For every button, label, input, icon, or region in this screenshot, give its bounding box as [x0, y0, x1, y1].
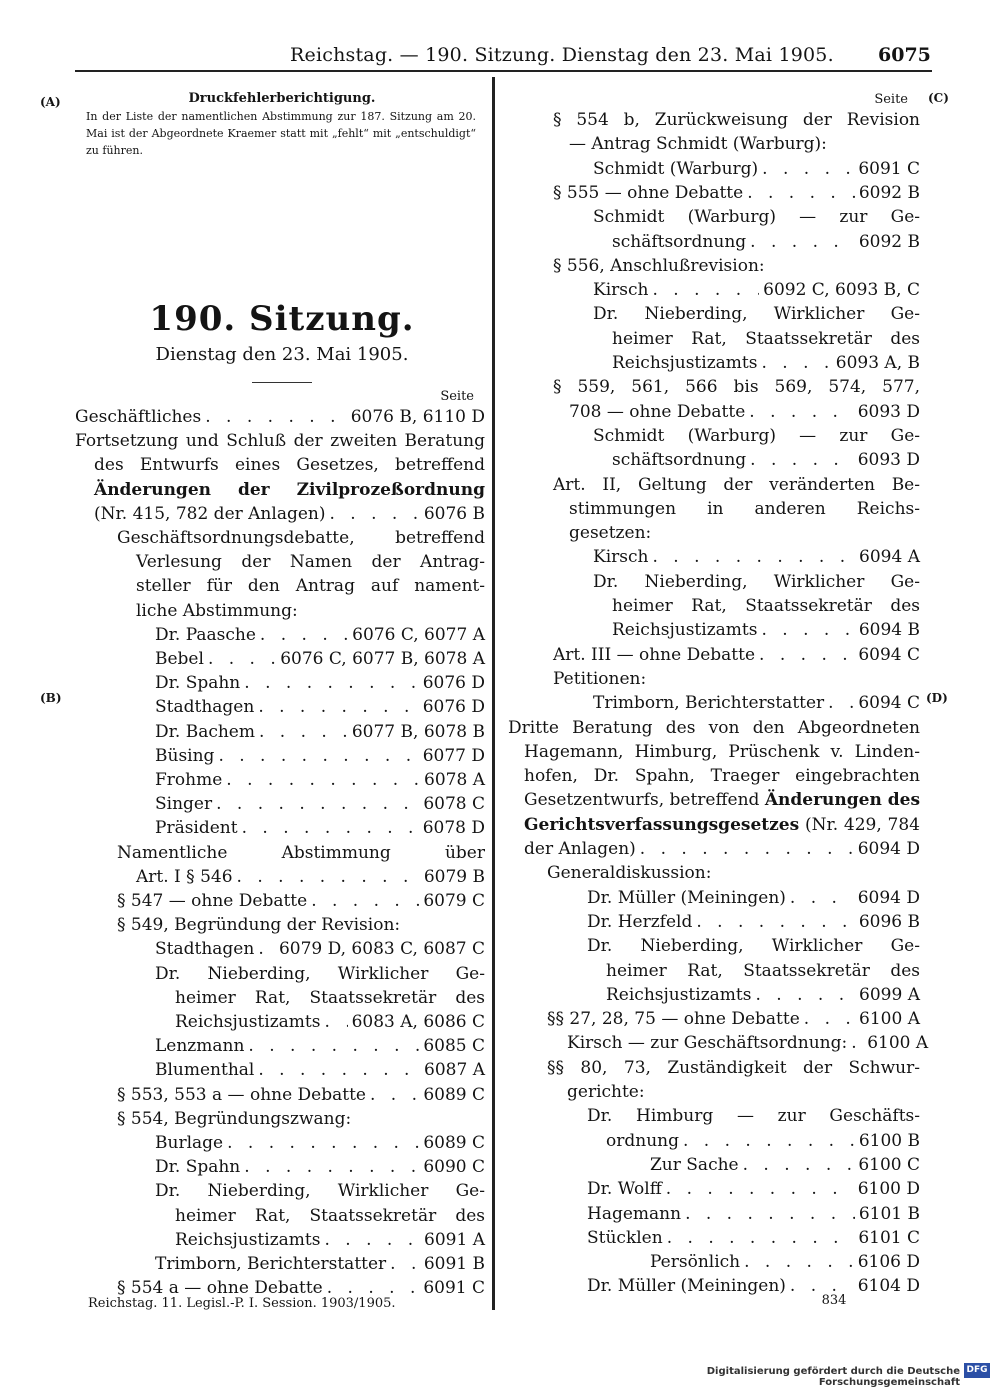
left-index-entry-text: Stadthagen: [155, 939, 255, 960]
left-page-reference: 6090 C: [423, 1157, 485, 1178]
left-page-reference: 6091 C: [423, 1278, 485, 1299]
right-index-entry-text: Kirsch: [593, 547, 649, 568]
right-index-line: [553, 108, 920, 132]
right-dot-leader: [761, 351, 831, 375]
right-page-reference: 6104 D: [857, 1276, 920, 1297]
right-dot-leader: [685, 1202, 855, 1226]
right-page-reference: 6092 C, 6093 B, C: [763, 280, 920, 301]
right-index-entry-text: schäftsordnung: [612, 450, 747, 471]
right-dot-leader: [761, 618, 854, 642]
digitization-note: Digitalisierung gefördert durch die Deutsche Forschungsgemeinschaft: [706, 1366, 960, 1388]
footer-legislature: Reichstag. 11. Legisl.-P. I. Session. 1903/1905.: [88, 1296, 396, 1311]
right-index-line: [612, 230, 920, 254]
footer-sheet-number: 834: [821, 1293, 847, 1308]
left-index-line: [155, 1034, 485, 1058]
left-index-line: [155, 623, 485, 647]
left-index-entry-text: Geschäftliches: [75, 407, 202, 427]
right-index-line: [569, 132, 920, 156]
left-dot-leader: [244, 1155, 419, 1179]
left-page-reference: 6076 C, 6077 A: [352, 624, 485, 645]
right-index-entry-text: Generaldiskussion:: [547, 863, 712, 884]
right-index-line: [587, 1274, 920, 1298]
session-divider: [252, 382, 312, 383]
left-index-entry-text: Reichsjustizamts: [175, 1229, 321, 1250]
right-index-line: [587, 1226, 920, 1250]
left-page-reference: 6078 D: [422, 818, 485, 839]
left-index-entry-text: Dr. Nieberding, Wirklicher Ge-: [155, 1181, 485, 1202]
left-index-line: [117, 1083, 485, 1107]
right-page-reference: 6100 A: [859, 1009, 920, 1030]
left-index-line: [155, 647, 485, 671]
bold-subject-phrase: Gerichtsverfassungsgesetzes: [524, 814, 800, 835]
left-index-entry-text: Büsing: [155, 745, 215, 766]
right-dot-leader: [749, 400, 853, 424]
right-index-entry-text: Art. III — ohne Debatte: [553, 644, 756, 665]
right-index-line: [587, 886, 920, 910]
left-index-line: [94, 502, 485, 526]
right-index-entry-text: Petitionen:: [553, 668, 647, 689]
left-index-entry-text: Blumenthal: [155, 1060, 255, 1081]
left-page-reference: 6079 B: [423, 866, 485, 887]
left-index-line: [155, 816, 485, 840]
right-index-entry-text: heimer Rat, Staatssekretär des: [606, 960, 920, 981]
right-index-line: [593, 570, 920, 594]
left-index-line: [75, 405, 485, 429]
right-index-line: [587, 1177, 920, 1201]
right-index-entry-text: § 556, Anschlußrevision:: [553, 255, 765, 276]
right-index-line: [593, 205, 920, 229]
left-dot-leader: [216, 792, 419, 816]
left-index-line: [155, 1058, 485, 1082]
left-index-entry-text: Frohme: [155, 770, 223, 790]
right-index-entry-text: ordnung: [606, 1130, 679, 1151]
erratum-body: In der Liste der namentlichen Abstimmung zur 187. Sitzung am 20. Mai ist der Abgeordnete Kraemer statt mit „fehlt“ mit „entschuldigt“ zu führen.: [86, 110, 476, 157]
left-index-entry-text: Dr. Nieberding, Wirklicher Ge-: [155, 963, 485, 984]
right-index-line: [524, 764, 920, 788]
right-index-entry-text: Dr. Müller (Meiningen): [587, 887, 786, 908]
right-index-entry-text: Gesetzentwurfs, betreffend Änderungen des: [524, 790, 921, 811]
right-index-entry-text: §§ 80, 73, Zuständigkeit der Schwur-: [547, 1057, 920, 1078]
left-dot-leader: [258, 695, 418, 719]
left-index-entry-text: Stadthagen: [155, 697, 255, 718]
right-page-reference: 6101 B: [858, 1203, 920, 1224]
right-page-reference: 6093 A, B: [835, 353, 920, 373]
left-index-line: [75, 429, 485, 453]
left-dot-leader: [258, 937, 275, 961]
right-page-reference: 6094 A: [859, 547, 920, 568]
right-dot-leader: [640, 837, 854, 861]
seite-label-right: Seite: [874, 92, 908, 107]
left-index-entry-text: des Entwurfs eines Gesetzes, betreffend: [94, 455, 485, 476]
left-index-line: [175, 986, 485, 1010]
right-index-line: [587, 1104, 920, 1128]
right-index-line: [508, 716, 920, 740]
left-index-line: [117, 526, 485, 550]
left-page-reference: 6085 C: [423, 1036, 485, 1057]
left-index-entry-text: Namentliche Abstimmung über: [117, 842, 485, 863]
right-index-line: [612, 618, 920, 642]
left-index-entry-text: Singer: [155, 794, 213, 815]
left-index-entry-text: Dr. Spahn: [155, 1157, 241, 1178]
right-index-line: [593, 302, 920, 326]
right-page-reference: 6094 D: [857, 839, 920, 859]
left-dot-leader: [258, 1058, 420, 1082]
margin-marker-a: (A): [40, 95, 61, 109]
right-index-entry-text: gerichte:: [567, 1082, 645, 1102]
session-date: Dienstag den 23. Mai 1905.: [155, 344, 409, 365]
right-page-reference: 6094 D: [857, 887, 920, 908]
right-dot-leader: [851, 1031, 863, 1055]
left-index-line: [94, 478, 485, 502]
right-dot-leader: [750, 230, 855, 254]
right-dot-leader: [744, 1250, 854, 1274]
right-page-reference: 6092 B: [858, 231, 920, 252]
left-index-entry-text: Reichsjustizamts: [175, 1012, 321, 1032]
left-index-entry-text: § 549, Begründung der Revision:: [117, 915, 401, 936]
left-page-reference: 6083 A, 6086 C: [351, 1012, 485, 1032]
left-index-entry-text: Trimborn, Berichterstatter: [155, 1254, 387, 1274]
right-index-entry-text: Kirsch — zur Geschäftsordnung:: [567, 1033, 848, 1054]
left-index-line: [155, 1155, 485, 1179]
right-index-line: [569, 400, 920, 424]
right-page-reference: 6100 D: [857, 1179, 920, 1200]
right-page-reference: 6093 D: [857, 401, 920, 422]
right-page-reference: 6100 B: [858, 1130, 920, 1151]
right-dot-leader: [652, 545, 855, 569]
right-index-entry-text: Art. II, Geltung der veränderten Be-: [553, 474, 920, 495]
left-index-line: [117, 1107, 485, 1131]
right-index-entry-text: — Antrag Schmidt (Warburg):: [569, 134, 827, 155]
erratum-title: Druckfehlerberichtigung.: [188, 91, 376, 106]
left-index-entry-text: Änderungen der Zivilprozeßordnung: [94, 479, 485, 500]
left-index-entry-text: Dr. Paasche: [155, 624, 256, 645]
right-index-line: [650, 1250, 920, 1274]
left-index-entry-text: Lenzmann: [155, 1036, 245, 1057]
right-index-entry-text: Dr. Herzfeld: [587, 911, 693, 932]
right-dot-leader: [747, 181, 855, 205]
right-index-entry-text: schäftsordnung: [612, 231, 747, 252]
left-page-reference: 6076 C, 6077 B, 6078 A: [280, 649, 485, 669]
left-page-reference: 6076 D: [422, 697, 485, 718]
right-index-entry-text: Hagemann: [587, 1203, 682, 1224]
right-index-entry-text: Dritte Beratung des von den Abgeordneten: [508, 717, 920, 738]
right-dot-leader: [666, 1177, 854, 1201]
right-index-line: [593, 691, 920, 715]
right-index-entry-text: hofen, Dr. Spahn, Traeger eingebrachten: [524, 766, 920, 787]
left-dot-leader: [324, 1228, 420, 1252]
right-index-entry-text: Reichsjustizamts: [606, 984, 752, 1005]
left-index-line: [117, 841, 485, 865]
left-dot-leader: [311, 889, 419, 913]
right-page-reference: 6093 D: [857, 450, 920, 471]
left-dot-leader: [205, 405, 347, 429]
left-index-entry-text: § 554 a — ohne Debatte: [117, 1278, 323, 1299]
left-dot-leader: [259, 720, 348, 744]
right-dot-leader: [828, 691, 854, 715]
right-dot-leader: [790, 886, 854, 910]
right-page-reference: 6101 C: [858, 1227, 920, 1248]
left-index-line: [155, 671, 485, 695]
left-index-line: [117, 889, 485, 913]
dfg-logo-icon: DFG: [964, 1363, 990, 1378]
left-dot-leader: [226, 768, 420, 792]
running-title: Reichstag. — 190. Sitzung. Dienstag den 23. Mai 1905.: [290, 44, 834, 66]
right-index-line: [547, 861, 920, 885]
left-page-reference: 6078 A: [424, 770, 485, 790]
right-dot-leader: [755, 983, 855, 1007]
right-index-line: [553, 667, 920, 691]
left-index-line: [136, 574, 485, 598]
right-index-line: [567, 1080, 920, 1104]
seite-label-left: Seite: [440, 389, 474, 404]
left-index-line: [155, 695, 485, 719]
left-index-line: [136, 550, 485, 574]
right-index-entry-text: Dr. Himburg — zur Geschäfts-: [587, 1106, 920, 1127]
right-index-entry-text: gesetzen:: [569, 523, 652, 544]
right-dot-leader: [759, 643, 854, 667]
right-index-entry-text: § 559, 561, 566 bis 569, 574, 577,: [553, 377, 920, 398]
left-index-entry-text: liche Abstimmung:: [136, 600, 298, 621]
left-page-reference: 6091 B: [423, 1254, 485, 1274]
right-dot-leader: [683, 1129, 855, 1153]
left-index-entry-text: Burlage: [155, 1133, 224, 1153]
right-index-entry-text: Schmidt (Warburg): [593, 158, 759, 179]
left-index-line: [155, 962, 485, 986]
left-index-line: [155, 1252, 485, 1276]
left-index-line: [155, 792, 485, 816]
right-index-line: [524, 740, 920, 764]
right-index-line: [593, 278, 920, 302]
right-dot-leader: [762, 157, 854, 181]
right-index-entry-text: stimmungen in anderen Reichs-: [569, 498, 920, 519]
right-index-entry-text: Dr. Nieberding, Wirklicher Ge-: [593, 304, 920, 325]
left-index-line: [117, 913, 485, 937]
left-index-line: [175, 1010, 485, 1034]
right-index-line: [612, 327, 920, 351]
right-index-line: [567, 1031, 929, 1055]
right-index-entry-text: Kirsch: [593, 280, 649, 301]
right-index-entry-text: Dr. Müller (Meiningen): [587, 1276, 786, 1297]
left-index-entry-text: heimer Rat, Staatssekretär des: [175, 1205, 485, 1226]
right-index-line: [524, 813, 920, 837]
left-index-line: [155, 1131, 485, 1155]
left-index-line: [155, 937, 485, 961]
left-dot-leader: [248, 1034, 419, 1058]
right-index-entry-text: Dr. Wolff: [587, 1179, 662, 1200]
right-page-reference: 6091 C: [858, 158, 920, 179]
right-index-line: [569, 497, 920, 521]
right-index-line: [587, 934, 920, 958]
right-index-line: [553, 375, 920, 399]
right-index-line: [606, 1129, 920, 1153]
left-index-line: [155, 768, 485, 792]
left-index-entry-text: Art. I § 546: [136, 866, 233, 887]
column-rule: [492, 77, 495, 1310]
left-index-line: [155, 744, 485, 768]
right-index-line: [524, 788, 920, 812]
left-dot-leader: [237, 865, 420, 889]
right-index-entry-text: Stücklen: [587, 1227, 663, 1248]
right-index-entry-text: Hagemann, Himburg, Prüschenk v. Linden-: [524, 741, 920, 762]
left-dot-leader: [242, 816, 419, 840]
left-page-reference: 6091 A: [424, 1229, 485, 1250]
right-page-reference: 6100 A: [867, 1033, 929, 1054]
left-dot-leader: [244, 671, 418, 695]
right-index-line: [593, 157, 920, 181]
left-page-reference: 6076 B, 6110 D: [350, 407, 485, 427]
right-dot-leader: [667, 1226, 855, 1250]
left-index-entry-text: steller für den Antrag auf nament-: [136, 576, 485, 597]
right-index-entry-text: § 555 — ohne Debatte: [553, 182, 744, 203]
margin-marker-b: (B): [40, 691, 62, 705]
right-page-reference: 6099 A: [859, 984, 920, 1005]
bold-subject-phrase: Änderungen des: [764, 790, 921, 811]
session-title: 190. Sitzung.: [149, 299, 415, 339]
right-index-entry-text: Reichsjustizamts: [612, 620, 758, 641]
left-index-line: [136, 865, 485, 889]
right-index-entry-text: Schmidt (Warburg) — zur Ge-: [593, 207, 920, 228]
left-index-entry-text: Präsident: [155, 818, 238, 839]
left-page-reference: 6087 A: [424, 1060, 485, 1081]
left-index-line: [155, 720, 485, 744]
right-index-entry-text: Trimborn, Berichterstatter: [593, 693, 825, 714]
left-dot-leader: [370, 1083, 419, 1107]
left-dot-leader: [390, 1252, 420, 1276]
left-index-entry-text: Verlesung der Namen der Antrag-: [136, 552, 485, 573]
left-page-reference: 6078 C: [423, 794, 485, 815]
right-index-entry-text: Schmidt (Warburg) — zur Ge-: [593, 425, 920, 446]
left-dot-leader: [227, 1131, 419, 1155]
right-index-entry-text: heimer Rat, Staatssekretär des: [612, 328, 920, 349]
page-number: 6075: [878, 44, 931, 66]
left-index-entry-text: Dr. Bachem: [155, 721, 255, 742]
right-index-line: [650, 1153, 920, 1177]
right-index-line: [606, 983, 920, 1007]
right-index-line: [553, 254, 920, 278]
right-index-entry-text: §§ 27, 28, 75 — ohne Debatte: [547, 1009, 800, 1030]
right-dot-leader: [696, 910, 854, 934]
right-dot-leader: [743, 1153, 855, 1177]
left-index-line: [136, 599, 485, 623]
right-index-line: [606, 959, 920, 983]
right-page-reference: 6092 B: [858, 182, 920, 203]
right-index-entry-text: Dr. Nieberding, Wirklicher Ge-: [587, 936, 920, 957]
right-index-line: [593, 545, 920, 569]
right-index-line: [593, 424, 920, 448]
right-index-line: [547, 1056, 920, 1080]
right-page-reference: 6106 D: [857, 1252, 920, 1273]
header-rule: [75, 70, 932, 72]
right-index-line: [612, 594, 920, 618]
right-dot-leader: [804, 1007, 855, 1031]
right-index-line: [547, 1007, 920, 1031]
left-dot-leader: [208, 647, 276, 671]
right-index-entry-text: Persönlich: [650, 1252, 741, 1273]
right-index-line: [553, 473, 920, 497]
margin-marker-c: (C): [928, 91, 949, 105]
left-index-entry-text: Bebel: [155, 649, 204, 669]
right-index-entry-text: Gerichtsverfassungsgesetzes (Nr. 429, 784: [524, 814, 920, 835]
left-index-entry-text: § 554, Begründungszwang:: [117, 1108, 352, 1129]
left-dot-leader: [324, 1010, 347, 1034]
left-dot-leader: [218, 744, 418, 768]
right-index-line: [587, 1202, 920, 1226]
right-index-entry-text: 708 — ohne Debatte: [569, 401, 746, 422]
right-index-entry-text: Dr. Nieberding, Wirklicher Ge-: [593, 571, 920, 592]
left-index-entry-text: Dr. Spahn: [155, 673, 241, 694]
left-page-reference: 6089 C: [423, 1133, 485, 1153]
left-dot-leader: [260, 623, 348, 647]
margin-marker-d: (D): [926, 691, 948, 705]
right-index-line: [553, 181, 920, 205]
right-index-entry-text: der Anlagen): [524, 839, 636, 859]
left-page-reference: 6076 D: [422, 673, 485, 694]
right-index-line: [587, 910, 920, 934]
left-index-entry-text: § 553, 553 a — ohne Debatte: [117, 1084, 366, 1105]
left-page-reference: 6079 D, 6083 C, 6087 C: [278, 939, 485, 960]
right-index-line: [612, 448, 920, 472]
left-page-reference: 6079 C: [423, 891, 485, 911]
right-index-entry-text: Reichsjustizamts: [612, 353, 758, 373]
right-index-entry-text: heimer Rat, Staatssekretär des: [612, 596, 920, 616]
left-page-reference: 6076 B: [423, 503, 485, 524]
left-index-line: [175, 1204, 485, 1228]
right-index-line: [612, 351, 920, 375]
right-index-line: [569, 521, 920, 545]
right-page-reference: 6094 C: [858, 644, 920, 665]
left-page-reference: 6077 D: [422, 745, 485, 766]
right-dot-leader: [652, 278, 759, 302]
left-page-reference: 6077 B, 6078 B: [351, 721, 485, 742]
left-index-line: [175, 1228, 485, 1252]
left-index-line: [155, 1179, 485, 1203]
right-index-entry-text: Zur Sache: [650, 1154, 739, 1175]
right-page-reference: 6096 B: [858, 911, 920, 932]
left-dot-leader: [329, 502, 419, 526]
left-index-entry-text: Geschäftsordnungsdebatte, betreffend: [117, 528, 485, 548]
right-index-entry-text: § 554 b, Zurückweisung der Revision: [553, 110, 920, 130]
right-page-reference: 6100 C: [858, 1154, 920, 1175]
left-index-entry-text: heimer Rat, Staatssekretär des: [175, 987, 485, 1008]
left-index-entry-text: § 547 — ohne Debatte: [117, 891, 308, 911]
left-index-entry-text: Fortsetzung und Schluß der zweiten Beratung: [75, 431, 485, 452]
left-page-reference: 6089 C: [423, 1084, 485, 1105]
right-page-reference: 6094 B: [858, 620, 920, 641]
right-index-line: [524, 837, 920, 861]
left-index-line: [94, 453, 485, 477]
right-page-reference: 6094 C: [858, 693, 920, 714]
right-index-line: [553, 643, 920, 667]
left-index-entry-text: (Nr. 415, 782 der Anlagen): [94, 503, 326, 524]
right-dot-leader: [750, 448, 854, 472]
